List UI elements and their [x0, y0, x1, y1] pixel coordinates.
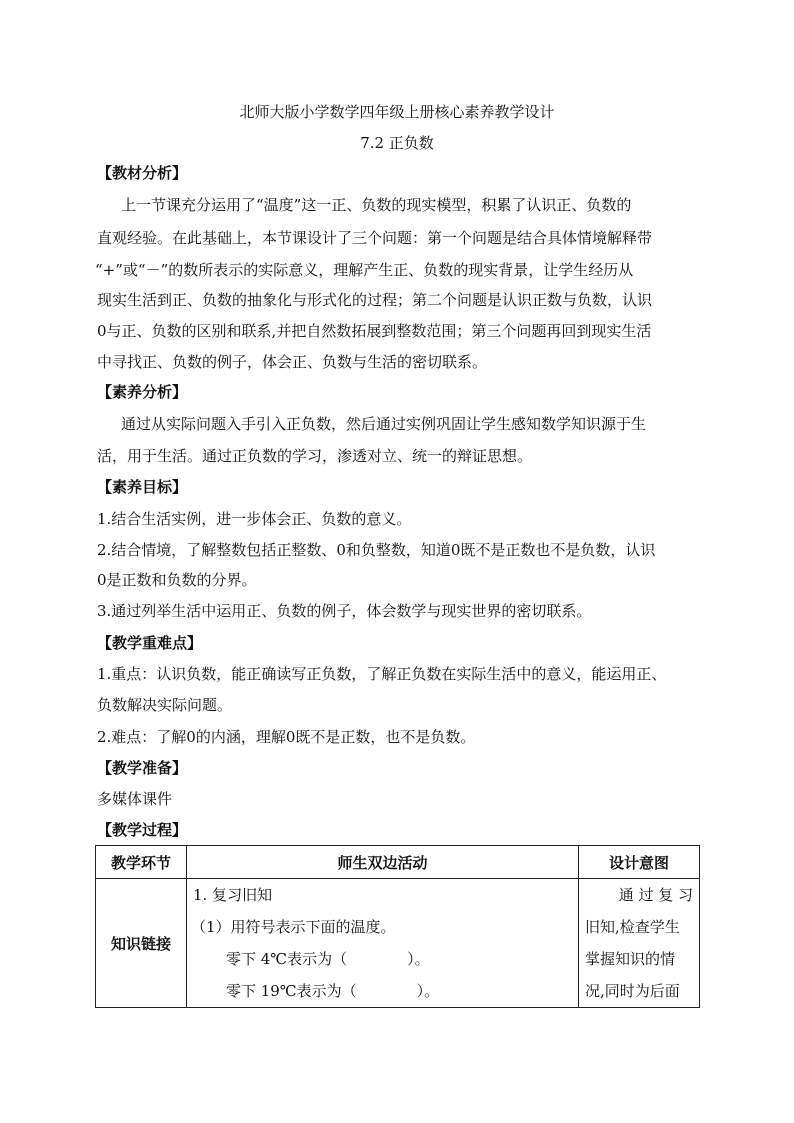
key-point-item: 负数解决实际问题。: [97, 696, 233, 714]
paragraph-line: “+”或“－”的数所表示的实际意义，理解产生正、负数的现实背景，让学生经历从: [95, 261, 634, 279]
goal-item: 2.结合情境，了解整数包括正整数、0和负整数，知道0既不是正数也不是负数，认识: [97, 541, 656, 559]
paragraph-line: 上一节课充分运用了“温度”这一正、负数的现实模型，积累了认识正、负数的: [121, 196, 632, 214]
activity-line: 1. 复习旧知: [193, 886, 273, 904]
intent-line: 况,同时为后面: [585, 982, 680, 1000]
section-heading-preparation: 【教学准备】: [97, 759, 188, 777]
goal-item: 1.结合生活实例，进一步体会正、负数的意义。: [97, 510, 412, 528]
teaching-process-table: [95, 845, 700, 1008]
document-title: 北师大版小学数学四年级上册核心素养教学设计: [239, 103, 555, 121]
paragraph-line: 0与正、负数的区别和联系,并把自然数拓展到整数范围；第三个问题再回到现实生活: [97, 322, 652, 340]
column-header-intent: 设计意图: [579, 846, 700, 879]
intent-line: 通 过 复 习: [618, 886, 693, 904]
activity-line: 零下 19℃表示为（ ）。: [226, 982, 440, 1000]
section-heading-literacy-goals: 【素养目标】: [97, 478, 188, 496]
paragraph-line: 活，用于生活。通过正负数的学习，渗透对立、统一的辩证思想。: [97, 447, 533, 465]
paragraph-line: 中寻找正、负数的例子，体会正、负数与生活的密切联系。: [97, 353, 488, 371]
paragraph-line: 直观经验。在此基础上，本节课设计了三个问题：第一个问题是结合具体情境解释带: [97, 229, 653, 247]
preparation-item: 多媒体课件: [97, 790, 173, 808]
table-row: [96, 879, 700, 1008]
section-heading-process: 【教学过程】: [97, 821, 188, 839]
section-heading-key-points: 【教学重难点】: [97, 634, 203, 652]
intent-cell: [579, 879, 700, 1008]
key-point-item: 1.重点：认识负数，能正确读写正负数，了解正负数在实际生活中的意义，能运用正、: [97, 665, 667, 683]
activity-line: （1）用符号表示下面的温度。: [191, 918, 396, 936]
paragraph-line: 通过从实际问题入手引入正负数，然后通过实例巩固让学生感知数学知识源于生: [121, 415, 647, 433]
activity-line: 零下 4℃表示为（ ）。: [226, 950, 430, 968]
key-point-item: 2.难点：了解0的内涵，理解0既不是正数，也不是负数。: [97, 728, 476, 746]
section-heading-literacy-analysis: 【素养分析】: [97, 383, 188, 401]
paragraph-line: 现实生活到正、负数的抽象化与形式化的过程；第二个问题是认识正数与负数，认识: [97, 291, 653, 309]
goal-item: 0是正数和负数的分界。: [97, 571, 257, 589]
document-subtitle: 7.2 正负数: [360, 134, 434, 152]
goal-item: 3.通过列举生活中运用正、负数的例子，体会数学与现实世界的密切联系。: [97, 602, 592, 620]
stage-cell: 知识链接: [96, 879, 187, 1008]
intent-line: 旧知,检查学生: [585, 918, 680, 936]
table-header-row: [96, 846, 700, 879]
column-header-activities: 师生双边活动: [187, 846, 579, 879]
column-header-stage: 教学环节: [96, 846, 187, 879]
section-heading-textbook-analysis: 【教材分析】: [97, 164, 188, 182]
activities-cell: [187, 879, 579, 1008]
intent-line: 掌握知识的情: [585, 950, 676, 968]
